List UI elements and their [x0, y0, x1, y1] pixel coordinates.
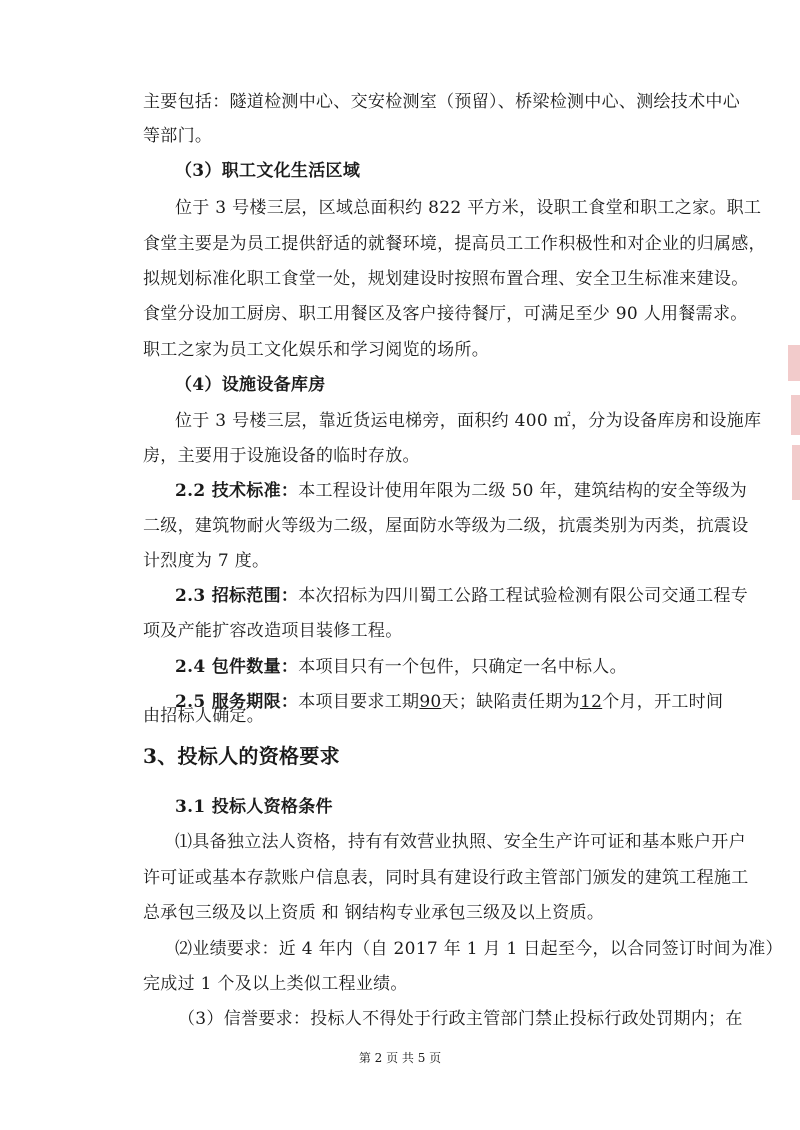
- section-label: 2.2 技术标准：: [175, 481, 299, 501]
- subheading-storage: （4）设施设备库房: [175, 375, 326, 395]
- duration-days: 90: [419, 692, 442, 712]
- text-line: 位于 3 号楼三层，区域总面积约 822 平方米，设职工食堂和职工之家。职工: [175, 198, 762, 218]
- section-text: 本项目要求工期: [298, 692, 420, 712]
- section-title-qualifications: 3、投标人的资格要求: [143, 744, 340, 768]
- text-line: 位于 3 号楼三层，靠近货运电梯旁，面积约 400 ㎡，分为设备库房和设施库: [175, 411, 762, 431]
- text-line: 计烈度为 7 度。: [143, 551, 270, 571]
- text-line: 完成过 1 个及以上类似工程业绩。: [143, 974, 408, 994]
- text-line: 食堂主要是为员工提供舒适的就餐环境，提高员工工作积极性和对企业的归属感，: [143, 234, 766, 254]
- text-line: 主要包括：隧道检测中心、交安检测室（预留）、桥梁检测中心、测绘技术中心: [143, 92, 740, 112]
- text-line: 二级，建筑物耐火等级为二级，屋面防水等级为二级，抗震类别为丙类，抗震设: [143, 516, 749, 536]
- section-label: 2.5 服务期限：: [175, 692, 299, 712]
- section-2-2: [175, 479, 747, 503]
- seal-fragment: [788, 345, 800, 381]
- text-line: 项及产能扩容改造项目装修工程。: [143, 621, 403, 641]
- text-line: 总承包三级及以上资质 和 钢结构专业承包三级及以上资质。: [143, 903, 605, 923]
- text-line: 等部门。: [143, 126, 213, 146]
- text-line: 许可证或基本存款账户信息表，同时具有建设行政主管部门颁发的建筑工程施工: [143, 868, 749, 888]
- text-line: 职工之家为员工文化娱乐和学习阅览的场所。: [143, 340, 489, 360]
- section-text: 本次招标为四川蜀工公路工程试验检测有限公司交通工程专: [298, 586, 749, 606]
- warranty-months: 12: [579, 692, 603, 712]
- section-text: 本项目只有一个包件，只确定一名中标人。: [298, 657, 627, 677]
- section-text: 本工程设计使用年限为二级 50 年，建筑结构的安全等级为: [298, 481, 748, 501]
- page-number: 第 2 页 共 5 页: [358, 1051, 442, 1065]
- text-line: （3）信誉要求：投标人不得处于行政主管部门禁止投标行政处罚期内；在: [178, 1009, 743, 1029]
- text-line: ⑵业绩要求：近 4 年内（自 2017 年 1 月 1 日起至今，以合同签订时间为准）: [175, 939, 783, 959]
- subheading-3-1: 3.1 投标人资格条件: [175, 797, 333, 817]
- section-label: 2.4 包件数量：: [175, 657, 299, 677]
- section-2-3: [175, 584, 748, 608]
- section-2-4: [175, 655, 627, 679]
- subheading-living-area: （3）职工文化生活区域: [175, 161, 361, 181]
- section-text: 天；缺陷责任期为: [441, 692, 580, 712]
- section-label: 2.3 招标范围：: [175, 586, 299, 606]
- text-line: ⑴具备独立法人资格，持有有效营业执照、安全生产许可证和基本账户开户: [175, 832, 746, 852]
- seal-fragment: [791, 395, 800, 435]
- seal-fragment: [792, 445, 800, 500]
- section-text: 个月，开工时间: [602, 692, 724, 712]
- text-line: 食堂分设加工厨房、职工用餐区及客户接待餐厅，可满足至少 90 人用餐需求。: [143, 304, 748, 324]
- text-line: 由招标人确定。: [143, 706, 265, 726]
- text-line: 拟规划标准化职工食堂一处，规划建设时按照布置合理、安全卫生标准来建设。: [143, 269, 749, 289]
- text-line: 房，主要用于设施设备的临时存放。: [143, 446, 420, 466]
